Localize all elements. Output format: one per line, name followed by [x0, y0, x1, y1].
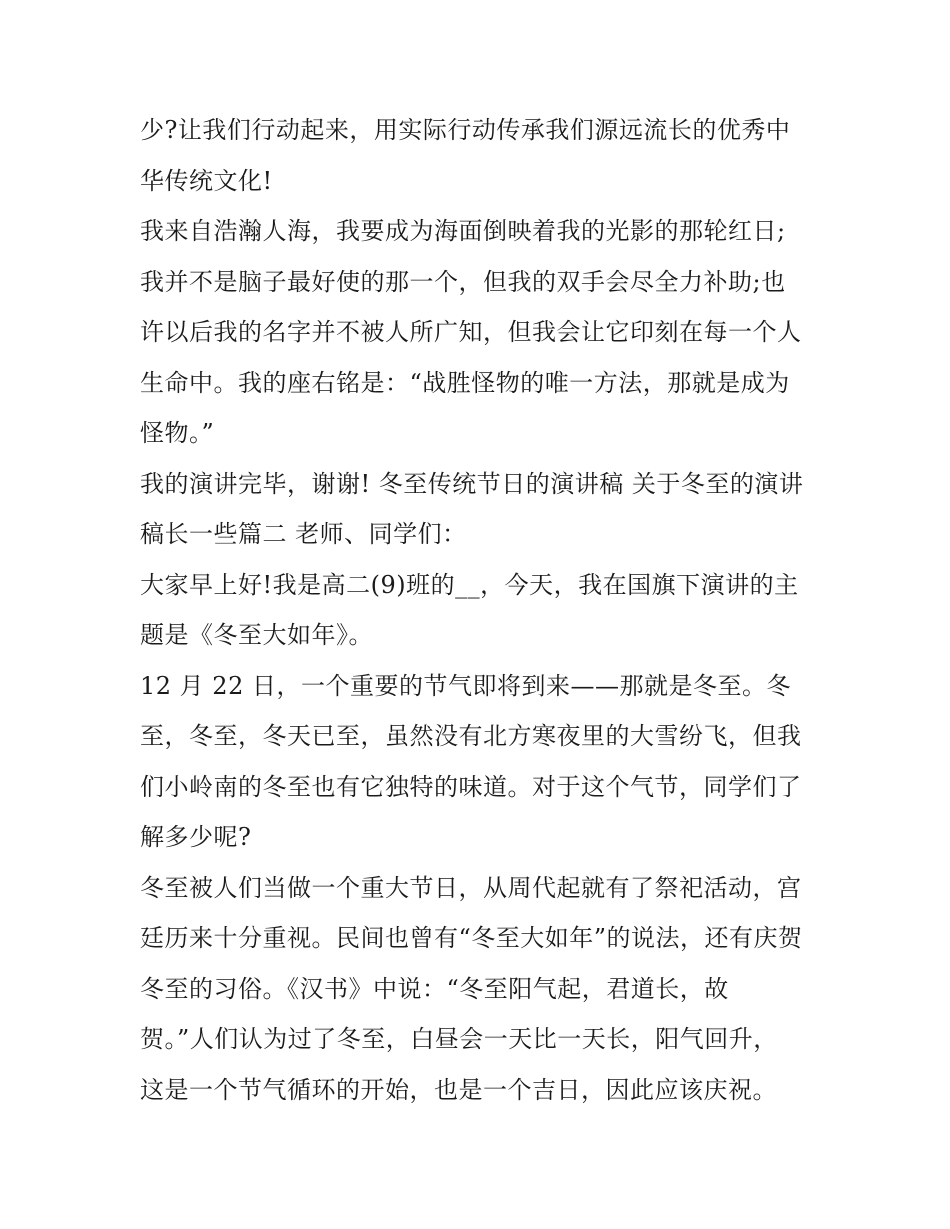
- text-line: 这是一个节气循环的开始，也是一个吉日，因此应该庆祝。: [140, 1076, 777, 1104]
- text-line: 华传统文化!: [140, 167, 273, 195]
- text-line: 少?让我们行动起来，用实际行动传承我们源远流长的优秀中: [140, 116, 791, 144]
- text-line: 稿长一些篇二 老师、同学们：: [140, 520, 467, 548]
- text-line: 我来自浩瀚人海，我要成为海面倒映着我的光影的那轮红日;: [140, 217, 786, 245]
- text-line: 贺。”人们认为过了冬至，白昼会一天比一天长，阳气回升，: [140, 1025, 778, 1053]
- text-line: 许以后我的名字并不被人所广知，但我会让它印刻在每一个人: [140, 318, 802, 346]
- text-line: 生命中。我的座右铭是：“战胜怪物的唯一方法，那就是成为: [140, 369, 790, 397]
- text-line: 我并不是脑子最好使的那一个，但我的双手会尽全力补助;也: [140, 268, 786, 296]
- text-line: 解多少呢?: [140, 823, 252, 851]
- text-line: 们小岭南的冬至也有它独特的味道。对于这个气节，同学们了: [140, 773, 802, 801]
- text-line: 冬至的习俗。《汉书》中说：“冬至阳气起，君道长，故: [140, 975, 729, 1003]
- text-line: 怪物。”: [140, 419, 215, 447]
- text-line: 我的演讲完毕，谢谢! 冬至传统节日的演讲稿 关于冬至的演讲: [140, 470, 804, 498]
- text-line: 题是《冬至大如年》。: [140, 621, 373, 649]
- text-line: 冬至被人们当做一个重大节日，从周代起就有了祭祀活动，宫: [140, 874, 802, 902]
- text-line: 大家早上好!我是高二(9)班的__，今天，我在国旗下演讲的主: [140, 571, 799, 599]
- text-line: 廷历来十分重视。民间也曾有“冬至大如年”的说法，还有庆贺: [140, 924, 803, 952]
- text-line: 至，冬至，冬天已至，虽然没有北方寒夜里的大雪纷飞，但我: [140, 722, 802, 750]
- text-line: 12 月 22 日，一个重要的节气即将到来——那就是冬至。冬: [140, 672, 791, 700]
